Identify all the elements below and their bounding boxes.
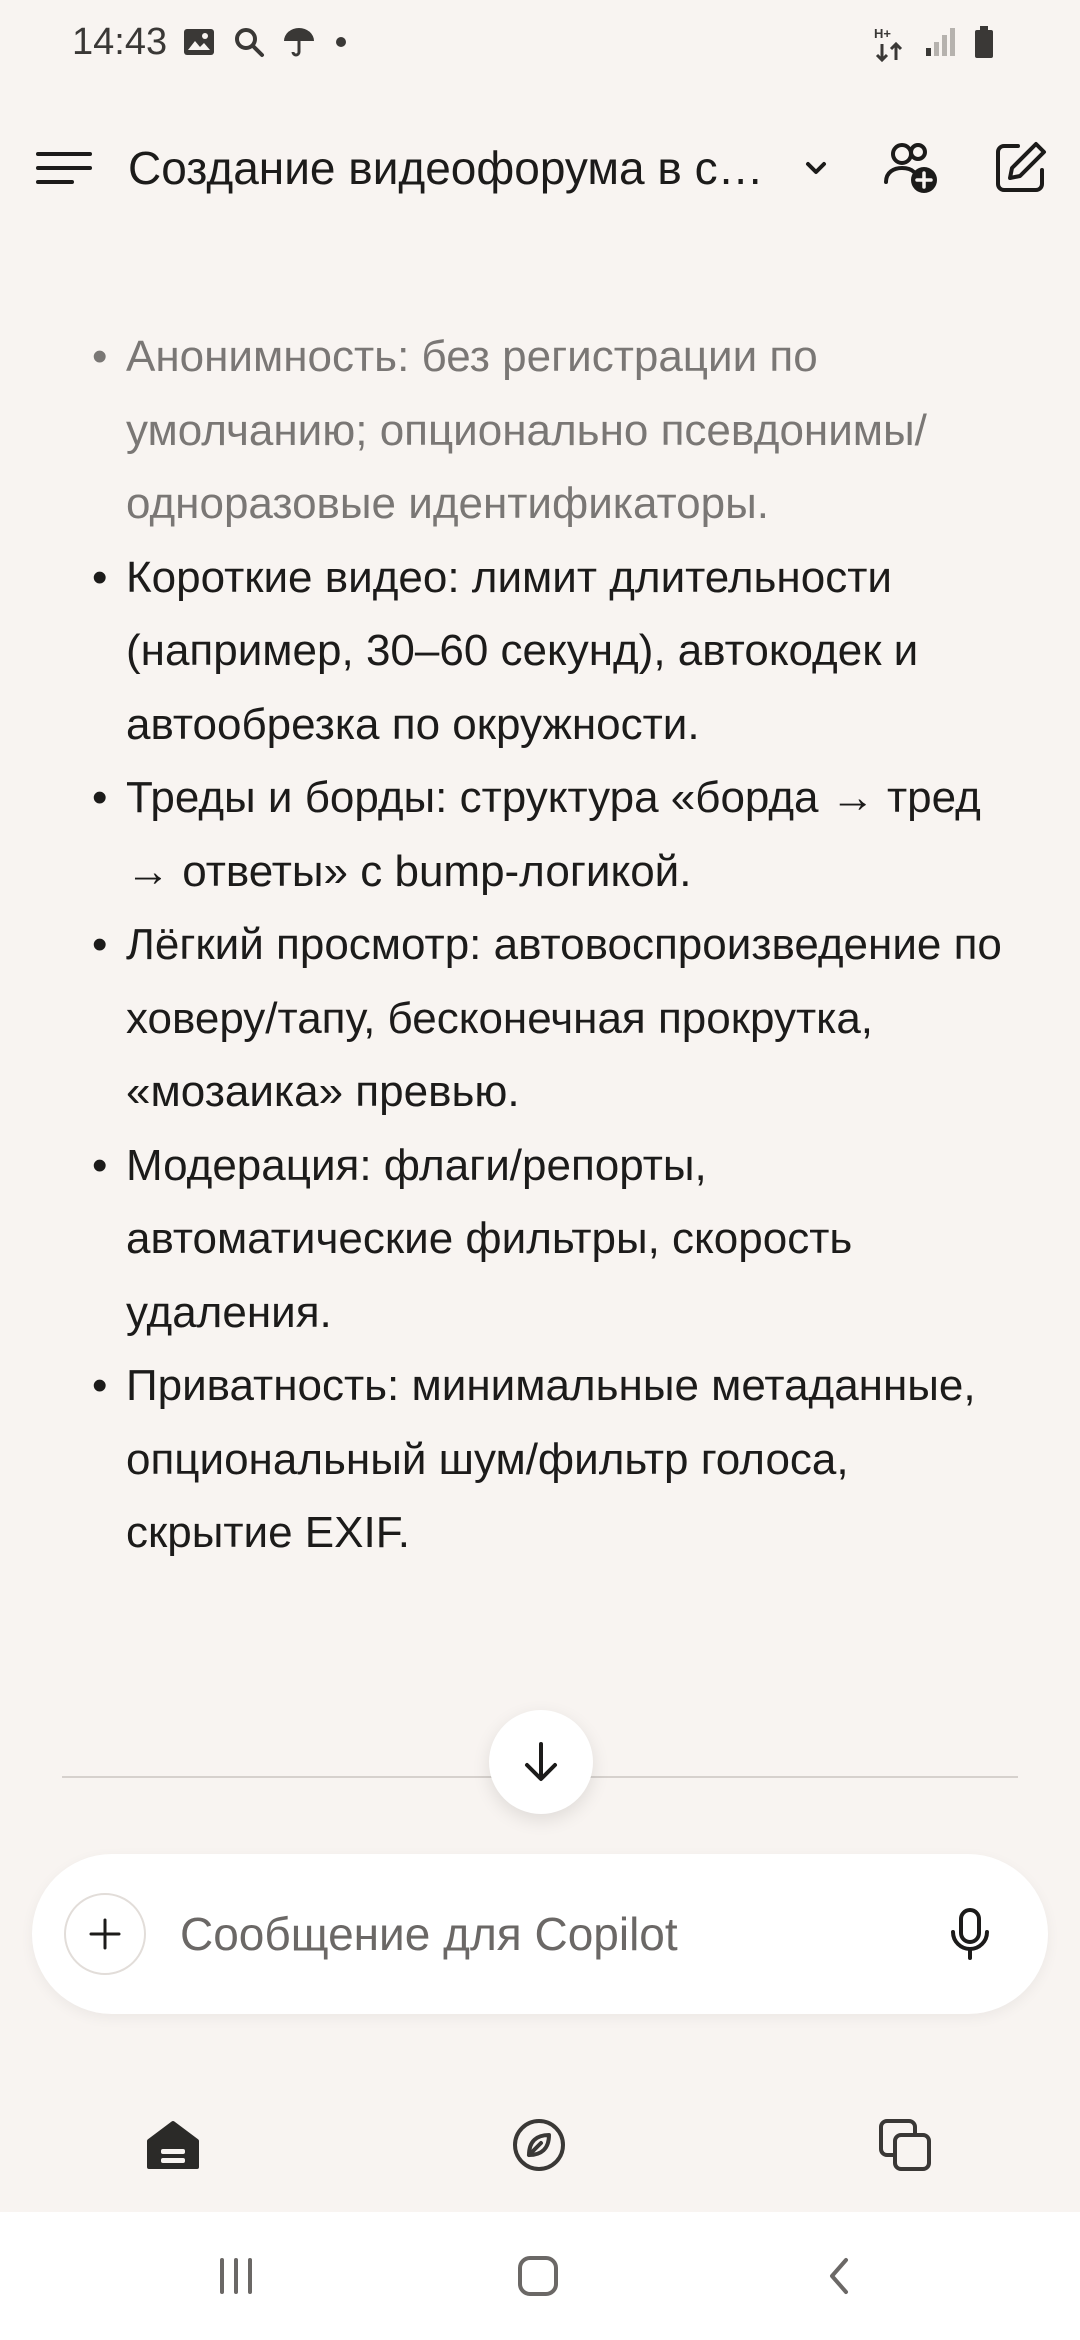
list-item: • Модерация: флаги/репорты, автоматические фильтры, скорость удаления. — [92, 1129, 1020, 1350]
new-chat-button[interactable] — [990, 138, 1050, 198]
system-navigation-bar — [0, 2212, 1080, 2340]
dot-icon — [331, 24, 351, 60]
back-icon — [816, 2252, 864, 2300]
chat-header — [0, 120, 1080, 216]
recents-button[interactable] — [204, 2244, 268, 2308]
message-input[interactable] — [180, 1904, 830, 1964]
status-time: 14:43 — [72, 20, 168, 63]
search-icon — [231, 24, 267, 60]
conversation-title[interactable]: Создание видеофорума в с… — [128, 142, 764, 194]
discover-icon — [509, 2115, 569, 2175]
home-button[interactable] — [506, 2244, 570, 2308]
scroll-to-bottom-button[interactable] — [489, 1710, 593, 1814]
svg-text:H+: H+ — [874, 26, 891, 41]
tab-discover[interactable] — [494, 2100, 584, 2190]
status-right — [872, 24, 1008, 60]
attach-button[interactable] — [64, 1893, 146, 1975]
bottom-tab-bar — [0, 2080, 1080, 2210]
data-arrows-icon — [872, 24, 908, 60]
list-item: • Короткие видео: лимит длительности (например, 30–60 секунд), автокодек и автообрезка по окружности. — [92, 541, 1020, 762]
list-item: • Лёгкий просмотр: автовоспроизведение по ховеру/тапу, бесконечная прокрутка, «мозаика» превью. — [92, 908, 1020, 1129]
title-dropdown-button[interactable] — [796, 148, 836, 188]
tab-pages[interactable] — [860, 2100, 950, 2190]
recents-icon — [212, 2252, 260, 2300]
microphone-icon — [946, 1906, 994, 1962]
status-left — [72, 21, 351, 64]
list-item: • Треды и борды: структура «борда → тред → ответы» с bump-логикой. — [92, 761, 1020, 908]
menu-button[interactable] — [36, 140, 92, 196]
umbrella-icon — [281, 24, 317, 60]
tab-home[interactable] — [128, 2100, 218, 2190]
add-people-button[interactable] — [880, 136, 944, 200]
message-composer — [32, 1854, 1048, 2014]
message-content — [0, 320, 1080, 1570]
back-button[interactable] — [808, 2244, 872, 2308]
list-item: • Приватность: минимальные метаданные, опциональный шум/фильтр голоса, скрытие EXIF. — [92, 1349, 1020, 1570]
image-icon — [181, 24, 217, 60]
chevron-down-icon — [796, 148, 836, 188]
home-button-icon — [514, 2252, 562, 2300]
bullet-list — [92, 320, 1020, 1570]
arrow-down-icon — [517, 1738, 565, 1786]
add-people-icon — [880, 136, 944, 200]
pages-icon — [875, 2115, 935, 2175]
status-bar — [0, 0, 1080, 84]
home-icon — [143, 2115, 203, 2175]
signal-icon — [922, 24, 958, 60]
microphone-button[interactable] — [938, 1902, 1002, 1966]
edit-icon — [990, 138, 1050, 198]
menu-icon — [36, 140, 92, 196]
battery-icon — [972, 24, 1008, 60]
plus-icon — [85, 1914, 125, 1954]
list-item: • Анонимность: без регистрации по умолчанию; опционально псевдонимы/одноразовые идентификаторы. — [92, 320, 1020, 541]
